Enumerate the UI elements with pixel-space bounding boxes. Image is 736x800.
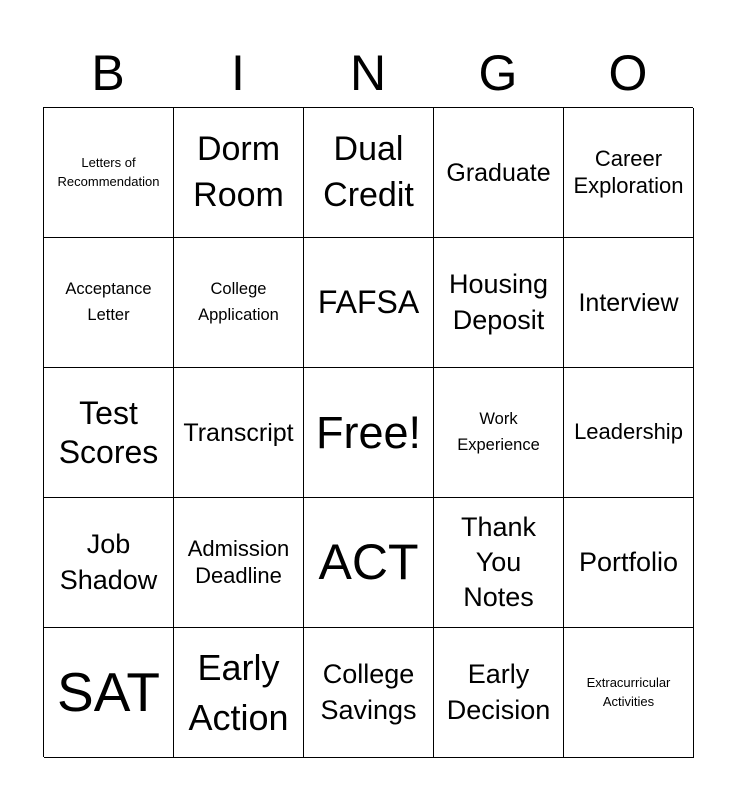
bingo-cell-i3[interactable] bbox=[174, 368, 304, 498]
bingo-cell-o2[interactable] bbox=[564, 238, 694, 368]
cell-text: Dual Credit bbox=[323, 129, 414, 214]
bingo-cell-g3[interactable] bbox=[434, 368, 564, 498]
bingo-cell-b4[interactable] bbox=[44, 498, 174, 628]
header-letter-g: G bbox=[478, 45, 518, 101]
cell-text: Early Action bbox=[188, 646, 289, 738]
bingo-cell-n1[interactable] bbox=[304, 108, 434, 238]
cell-text: Free! bbox=[315, 406, 422, 458]
bingo-cell-g1[interactable] bbox=[434, 108, 564, 238]
bingo-cell-g5[interactable] bbox=[434, 628, 564, 758]
cell-text: College Savings bbox=[320, 659, 417, 725]
bingo-cell-o3[interactable] bbox=[564, 368, 694, 498]
bingo-cell-g4[interactable] bbox=[434, 498, 564, 628]
bingo-cell-b2[interactable] bbox=[44, 238, 174, 368]
bingo-cell-b3[interactable] bbox=[44, 368, 174, 498]
cell-text: Admission Deadline bbox=[187, 536, 290, 588]
bingo-cell-o5[interactable] bbox=[564, 628, 694, 758]
cell-text: Job Shadow bbox=[59, 529, 158, 595]
cell-text: Acceptance Letter bbox=[65, 279, 152, 324]
bingo-cell-o4[interactable] bbox=[564, 498, 694, 628]
cell-text: Early Decision bbox=[446, 659, 551, 725]
cell-text: Interview bbox=[578, 288, 679, 317]
bingo-cell-n4[interactable] bbox=[304, 498, 434, 628]
bingo-cell-b1[interactable] bbox=[44, 108, 174, 238]
bingo-cell-n5[interactable] bbox=[304, 628, 434, 758]
cell-text: Portfolio bbox=[578, 546, 679, 577]
header-letter-b: B bbox=[91, 45, 125, 101]
bingo-cell-i1[interactable] bbox=[174, 108, 304, 238]
cell-text: SAT bbox=[57, 661, 160, 724]
header-letter-i: I bbox=[231, 45, 245, 101]
header-letter-n: N bbox=[349, 45, 387, 101]
cell-text: Career Exploration bbox=[573, 146, 684, 198]
bingo-cell-i5[interactable] bbox=[174, 628, 304, 758]
bingo-header bbox=[43, 38, 693, 108]
cell-text: Letters of Recommendation bbox=[57, 155, 160, 189]
bingo-cell-b5[interactable] bbox=[44, 628, 174, 758]
cell-text: Thank You Notes bbox=[460, 511, 537, 613]
cell-text: Work Experience bbox=[457, 409, 540, 454]
cell-text: Dorm Room bbox=[193, 129, 284, 214]
bingo-cell-i2[interactable] bbox=[174, 238, 304, 368]
cell-text: Graduate bbox=[446, 158, 551, 187]
bingo-board bbox=[43, 107, 693, 757]
bingo-cell-n2[interactable] bbox=[304, 238, 434, 368]
header-letter-o: O bbox=[608, 45, 648, 101]
bingo-cell-g2[interactable] bbox=[434, 238, 564, 368]
bingo-cell-i4[interactable] bbox=[174, 498, 304, 628]
bingo-cell-n3[interactable] bbox=[304, 368, 434, 498]
bingo-cell-o1[interactable] bbox=[564, 108, 694, 238]
cell-text: Transcript bbox=[183, 418, 294, 447]
cell-text: Test Scores bbox=[58, 395, 159, 470]
cell-text: ACT bbox=[318, 534, 419, 590]
cell-text: Housing Deposit bbox=[448, 269, 549, 335]
cell-text: Extracurricular Activities bbox=[586, 675, 671, 709]
cell-text: Leadership bbox=[574, 419, 683, 445]
cell-text: College Application bbox=[198, 279, 279, 324]
cell-text: FAFSA bbox=[317, 284, 420, 321]
